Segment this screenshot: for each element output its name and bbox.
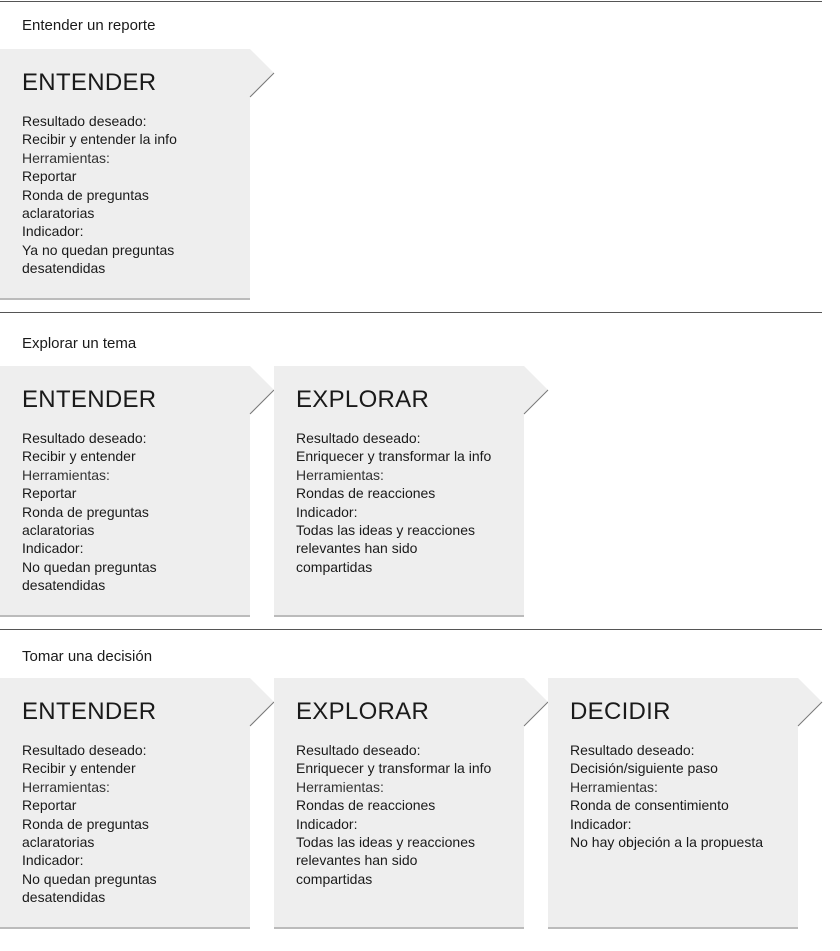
card-body [296, 741, 494, 888]
indicator-label: Indicador: [296, 503, 358, 520]
tools-value: Rondas de reacciones [296, 485, 436, 502]
tools-value: Ronda de consentimiento [570, 797, 729, 814]
card-heading: DECIDIR [570, 698, 671, 725]
indicator-value: Todas las ideas y reacciones relevantes han sido compartidas [296, 522, 475, 575]
indicator-label: Indicador: [22, 540, 84, 557]
card-body [22, 741, 220, 907]
stage-card-entender [0, 366, 276, 617]
section-title: Explorar un tema [22, 335, 137, 352]
section-title: Entender un reporte [22, 17, 156, 34]
tools-label: Herramientas: [22, 778, 110, 795]
indicator-label: Indicador: [22, 852, 84, 869]
stage-card-decidir [548, 678, 824, 929]
card-body [570, 741, 768, 851]
section-divider [0, 629, 822, 630]
indicator-value: No quedan preguntas desatendidas [22, 558, 157, 594]
section-divider [0, 312, 822, 313]
section-divider [0, 1, 822, 2]
card-body [296, 429, 494, 576]
tools-label: Herramientas: [296, 466, 384, 483]
result-label: Resultado deseado: [296, 742, 421, 758]
indicator-label: Indicador: [296, 815, 358, 832]
result-label: Resultado deseado: [296, 430, 421, 446]
stage-card-entender [0, 49, 276, 300]
result-value: Enriquecer y transformar la info [296, 760, 492, 777]
tools-value: Reportar Ronda de preguntas aclaratorias [22, 797, 149, 851]
card-heading: ENTENDER [22, 386, 157, 413]
section-title: Tomar una decisión [22, 648, 153, 665]
tools-value: Reportar Ronda de preguntas aclaratorias [22, 168, 149, 222]
stage-card-entender [0, 678, 276, 929]
stage-card-explorar [274, 366, 550, 617]
indicator-value: Ya no quedan preguntas desatendidas [22, 241, 175, 277]
stage-card-explorar [274, 678, 550, 929]
card-heading: EXPLORAR [296, 698, 430, 725]
indicator-label: Indicador: [22, 223, 84, 240]
tools-label: Herramientas: [22, 149, 110, 166]
result-label: Resultado deseado: [22, 113, 147, 129]
tools-label: Herramientas: [296, 778, 384, 795]
card-heading: ENTENDER [22, 69, 157, 96]
result-value: Recibir y entender la info [22, 131, 177, 148]
result-value: Recibir y entender [22, 448, 136, 465]
result-value: Decisión/siguiente paso [570, 760, 718, 777]
card-heading: EXPLORAR [296, 386, 430, 413]
tools-value: Reportar Ronda de preguntas aclaratorias [22, 485, 149, 539]
tools-value: Rondas de reacciones [296, 797, 436, 814]
indicator-label: Indicador: [570, 815, 632, 832]
card-body [22, 429, 220, 595]
result-label: Resultado deseado: [22, 430, 147, 446]
card-body [22, 112, 220, 278]
result-value: Recibir y entender [22, 760, 136, 777]
tools-label: Herramientas: [570, 778, 658, 795]
tools-label: Herramientas: [22, 466, 110, 483]
indicator-value: No quedan preguntas desatendidas [22, 870, 157, 906]
result-value: Enriquecer y transformar la info [296, 448, 492, 465]
card-heading: ENTENDER [22, 698, 157, 725]
indicator-value: Todas las ideas y reacciones relevantes han sido compartidas [296, 834, 475, 887]
result-label: Resultado deseado: [22, 742, 147, 758]
result-label: Resultado deseado: [570, 742, 695, 758]
indicator-value: No hay objeción a la propuesta [570, 834, 764, 851]
